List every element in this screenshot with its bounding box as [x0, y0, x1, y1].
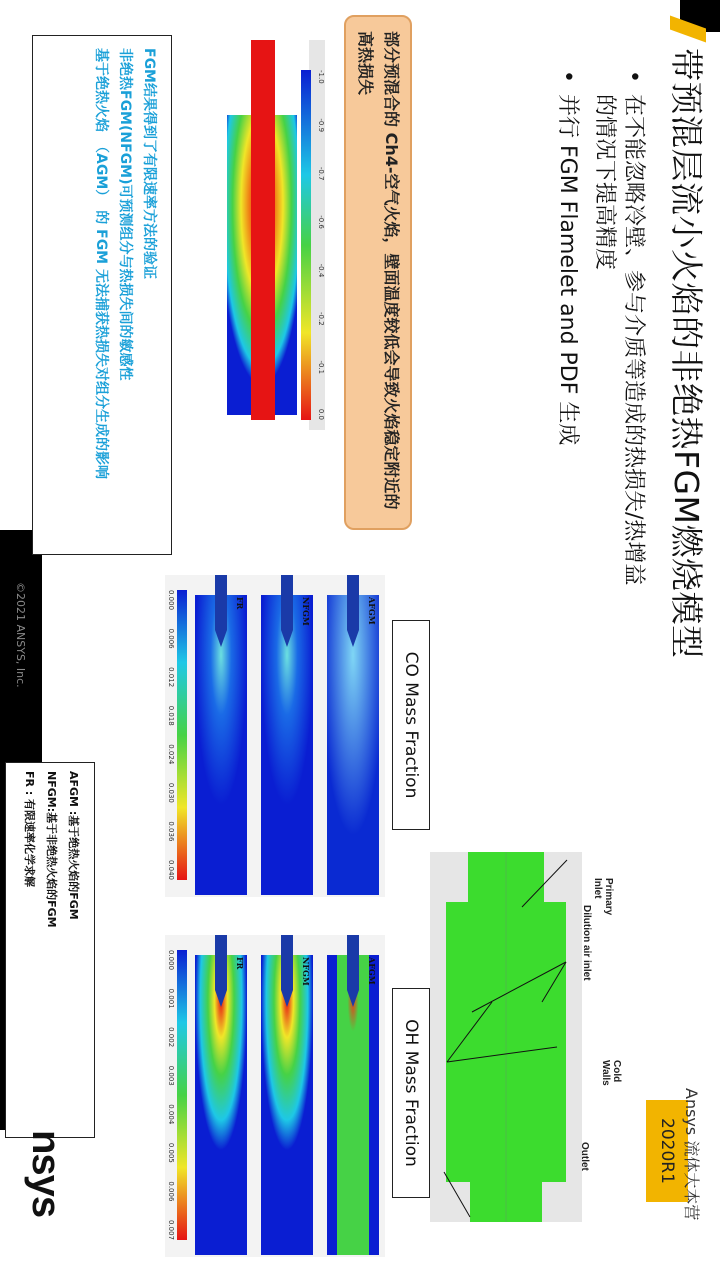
co-color-scale	[177, 590, 187, 880]
conclusion-notes	[32, 35, 172, 555]
scale-tick: 0.001	[167, 988, 175, 1009]
scale-tick: -0.6	[317, 215, 325, 229]
scale-tick: 0.004	[167, 1104, 175, 1125]
legend-item: NFGM:基于非绝热火焰的FGM	[45, 771, 58, 928]
scale-tick: 0.040	[167, 859, 175, 880]
scale-tick: 0.0	[317, 408, 325, 420]
oh-panel-label: AFGM	[367, 957, 377, 985]
scale-tick: -0.7	[317, 166, 325, 181]
contour-scale-ticks	[315, 70, 325, 420]
co-scale-ticks	[165, 590, 175, 880]
oh-panel-label: FR	[235, 957, 245, 970]
co-caption: CO Mass Fraction	[392, 620, 430, 830]
co-contours	[165, 575, 385, 897]
scale-tick: -0.9	[317, 118, 325, 133]
scale-tick: 0.036	[167, 821, 175, 842]
dilution-inlet-label: Dilution air inlet	[581, 905, 592, 981]
scale-tick: 0.002	[167, 1027, 175, 1048]
note-line: 基于绝热火焰 （AGM） 的 FGM 无法捕获热损失对组分生成的影响	[93, 48, 109, 479]
scale-tick: 0.006	[167, 628, 175, 649]
wechat-watermark: Ansys 流体大本营	[682, 1088, 701, 1221]
note-line: FGM结果得到了有限速率方法的验证	[141, 48, 157, 279]
note-line: 非绝热FGM(NFGM)可预测组分与热损失间的敏感性	[117, 48, 133, 381]
oh-caption: OH Mass Fraction	[392, 988, 430, 1198]
combustor-geometry	[430, 852, 582, 1222]
bullet-item: • 并行 FGM Flamelet and PDF 生成	[553, 70, 582, 590]
oh-scale-ticks	[165, 950, 175, 1240]
slide-title: 带预混层流小火焰的非绝热FGM燃烧模型	[667, 48, 706, 659]
flame-callout: 部分预混合的 Ch4-空气火焰，壁面温度较低会导致火焰稳定附近的高热损失	[344, 15, 412, 530]
scale-tick: -0.2	[317, 312, 325, 326]
bullet-item: • 在不能忽略冷壁、参与介质等造成的热损失/热增益的情况下提高精度	[590, 70, 648, 590]
legend-item: AFGM :基于绝热火焰的FGM	[67, 771, 80, 920]
version-badge: 2020R1	[646, 1100, 688, 1202]
heat-loss-contour	[193, 40, 325, 430]
oh-panel-label: NFGM	[301, 957, 311, 986]
method-legend	[5, 762, 95, 1138]
co-panel-label: NFGM	[301, 597, 311, 626]
copyright: ©2021 ANSYS, Inc.	[14, 582, 27, 688]
oh-contour-panels	[165, 935, 385, 1257]
oh-fr-panel	[195, 935, 247, 1255]
co-panel-label: FR	[235, 597, 245, 610]
cold-walls-label: Cold Walls	[600, 1060, 622, 1086]
scale-tick: 0.006	[167, 1181, 175, 1202]
scale-tick: 0.007	[167, 1219, 175, 1240]
scale-tick: 0.018	[167, 705, 175, 726]
scale-tick: -0.1	[317, 360, 325, 375]
scale-tick: 0.000	[167, 590, 175, 611]
scale-tick: -1.0	[317, 70, 325, 84]
ansys-logo: nsys	[24, 1130, 68, 1218]
scale-tick: 0.024	[167, 744, 175, 765]
co-contour-panels	[165, 575, 385, 897]
scale-tick: 0.005	[167, 1142, 175, 1163]
oh-contours	[165, 935, 385, 1257]
scale-tick: 0.030	[167, 782, 175, 803]
scale-tick: 0.000	[167, 950, 175, 971]
co-fr-panel	[195, 575, 247, 895]
scale-tick: -0.4	[317, 263, 325, 278]
legend-item: FR : 有限速率化学求解	[23, 771, 36, 888]
scale-tick: 0.012	[167, 667, 175, 688]
bullet-list	[545, 70, 648, 590]
oh-color-scale	[177, 950, 187, 1240]
scale-tick: 0.003	[167, 1065, 175, 1086]
co-panel-label: AFGM	[367, 597, 377, 625]
primary-inlet-label: Primary Inlet	[592, 878, 614, 916]
outlet-label: Outlet	[579, 1142, 590, 1171]
